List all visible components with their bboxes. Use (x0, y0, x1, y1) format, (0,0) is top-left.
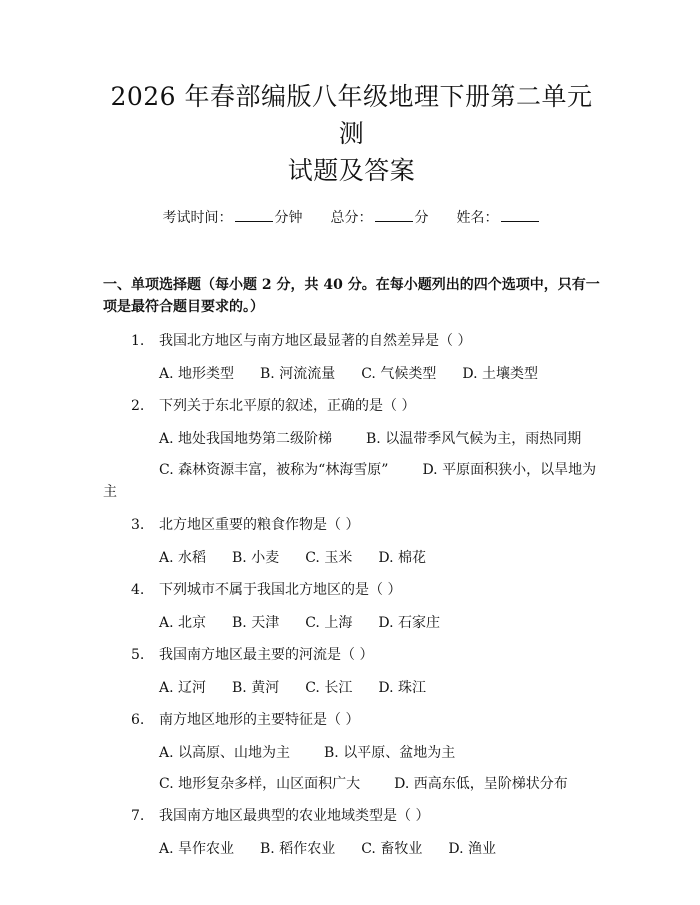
score-blank (375, 207, 413, 222)
question-text: 我国南方地区最典型的农业地域类型是（ ） (159, 808, 430, 824)
time-unit: 分钟 (274, 210, 303, 226)
question (131, 514, 600, 536)
option-row (159, 428, 600, 450)
question-number: 2. (131, 398, 145, 414)
time-blank (235, 207, 273, 222)
option: B. 天津 (232, 615, 280, 631)
time-label: 考试时间： (162, 210, 233, 226)
option: D. 平原面积狭小，以旱地为主 (103, 462, 597, 500)
document-title (103, 78, 600, 189)
option: C. 气候类型 (361, 366, 437, 382)
score-label: 总分： (330, 210, 373, 226)
option: D. 西高东低，呈阶梯状分布 (394, 776, 568, 792)
question-number: 5. (131, 647, 145, 663)
question (131, 395, 600, 417)
question-number: 7. (131, 808, 145, 824)
option-row (159, 363, 600, 385)
question-text: 我国南方地区最主要的河流是（ ） (159, 647, 374, 663)
option: D. 土壤类型 (462, 366, 538, 382)
option: A. 地形类型 (159, 366, 235, 382)
option: A. 辽河 (159, 680, 207, 696)
option: C. 长江 (305, 680, 353, 696)
option: C. 玉米 (305, 550, 353, 566)
question (131, 709, 600, 731)
option-row-wrapped (103, 459, 600, 503)
option: C. 地形复杂多样，山区面积广大 (159, 776, 361, 792)
exam-meta (103, 207, 600, 229)
option: A. 以高原、山地为主 (159, 745, 291, 761)
option-row (159, 547, 600, 569)
question-number: 4. (131, 582, 145, 598)
option: B. 黄河 (232, 680, 280, 696)
option-row (159, 677, 600, 699)
name-label: 姓名： (456, 210, 499, 226)
score-field (331, 207, 429, 229)
option: A. 水稻 (159, 550, 207, 566)
question (131, 330, 600, 352)
option: D. 棉花 (378, 550, 426, 566)
name-field (457, 207, 541, 229)
option: A. 旱作农业 (159, 841, 235, 857)
title-line-1: 2026 年春部编版八年级地理下册第二单元测 (110, 82, 593, 148)
question-text: 下列城市不属于我国北方地区的是（ ） (159, 582, 402, 598)
question (131, 805, 600, 827)
option: A. 北京 (159, 615, 207, 631)
option: B. 小麦 (232, 550, 280, 566)
time-field (163, 207, 303, 229)
score-unit: 分 (414, 210, 429, 226)
question (131, 644, 600, 666)
question-text: 我国北方地区与南方地区最显著的自然差异是（ ） (159, 333, 472, 349)
option: C. 上海 (305, 615, 353, 631)
option: D. 珠江 (378, 680, 426, 696)
option: D. 渔业 (448, 841, 496, 857)
question-text: 北方地区重要的粮食作物是（ ） (159, 517, 360, 533)
option: B. 稻作农业 (260, 841, 336, 857)
question (131, 579, 600, 601)
option: B. 河流流量 (260, 366, 336, 382)
option: C. 畜牧业 (361, 841, 423, 857)
question-text: 南方地区地形的主要特征是（ ） (159, 712, 360, 728)
title-line-2: 试题及答案 (287, 156, 416, 185)
option-row (159, 838, 600, 860)
question-number: 3. (131, 517, 145, 533)
question-number: 1. (131, 333, 145, 349)
name-blank (501, 207, 539, 222)
section-heading: 一、单项选择题（每小题 2 分，共 40 分。在每小题列出的四个选项中，只有一项是最符合题目要求的。） (103, 277, 600, 315)
question-text: 下列关于东北平原的叙述，正确的是（ ） (159, 398, 416, 414)
option: D. 石家庄 (378, 615, 440, 631)
option-row (159, 612, 600, 634)
option: B. 以平原、盆地为主 (324, 745, 456, 761)
option-row (159, 773, 600, 795)
option: A. 地处我国地势第二级阶梯 (159, 431, 333, 447)
option: B. 以温带季风气候为主，雨热同期 (366, 431, 582, 447)
question-number: 6. (131, 712, 145, 728)
option: C. 森林资源丰富，被称为“林海雪原” (159, 462, 389, 478)
option-row (159, 742, 600, 764)
